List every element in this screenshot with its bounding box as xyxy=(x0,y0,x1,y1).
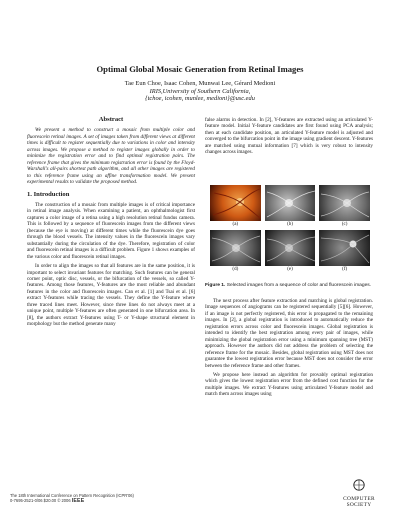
figure-labels-row-1 xyxy=(210,221,370,229)
figure-caption-label: Figure 1. xyxy=(205,283,226,288)
abstract-text: We present a method to construct a mosaic from multiple color and fluorescein retinal images. A set of images taken from different views at different times is difficult to register sequentially due to variations in color and intensity across images. We propose a method to register images globally in order to minimize the registration error and to find optimal registration pairs. The reference frame that gives the minimum registration error is found by the Floyd-Warshall's all-pairs shortest path algorithm, and all other images are registered to this reference frame using an affine transformation model. We present experimental results to validate the proposed method. xyxy=(27,127,195,186)
authors: Tae Eun Choe, Isaac Cohen, Munwai Lee, Gérard Medioni xyxy=(124,80,276,87)
figure-image-d xyxy=(210,230,261,266)
figure-image-c xyxy=(319,185,370,221)
figure-caption-text: Selected images from a sequence of color and fluorescein images. xyxy=(225,283,372,288)
figure-label-c: (c) xyxy=(341,222,348,227)
introduction-heading: 1. Introduction xyxy=(27,190,70,198)
figure-label-b: (b) xyxy=(287,222,293,227)
footer-copyright-line xyxy=(10,498,134,504)
right-column-top xyxy=(205,117,373,156)
figure-label-f: (f) xyxy=(342,267,348,272)
figure-image-e xyxy=(265,230,316,266)
intro-paragraph-1: The construction of a mosaic from multiple images is of critical importance in retinal image analysis. When examining a patient, an ophthalmologist first captures a color image of a retina using a high resolution retinal fundus camera. This is followed by a sequence of fluorescein images from the different views (because the eye is moving) at different times while the fluorescein dye goes through the blood vessels. The intensity values in the fluorescein images vary substantially during the circulation of the dye. Therefore, registration of color and fluorescein retinal images is a difficult problem. Figure 1 shows examples of the various color and fluorescein retinal images. xyxy=(27,201,195,260)
computer-society-logo xyxy=(336,478,382,508)
right-column-body xyxy=(205,298,373,398)
author-block xyxy=(0,80,400,103)
figure-image-a xyxy=(210,185,261,221)
footer-conference: The 18th International Conference on Pattern Recognition (ICPR'06) xyxy=(10,493,134,498)
computer-society-line-2: SOCIETY xyxy=(346,502,372,508)
ieee-logo-text: IEEE xyxy=(71,498,85,505)
paper-title: Optimal Global Mosaic Generation from Retinal Images xyxy=(96,64,304,74)
figure-image-f xyxy=(319,230,370,266)
figure-caption xyxy=(205,283,373,289)
computer-society-emblem-icon xyxy=(351,479,367,491)
left-column xyxy=(27,117,195,328)
figure-row-1 xyxy=(210,185,370,221)
abstract-heading: Abstract xyxy=(98,116,124,123)
footer-copyright: 0-7695-2521-0/06 $20.00 © 2006 xyxy=(10,498,71,504)
figure-label-d: (d) xyxy=(232,267,239,272)
intro-paragraph-2: In order to align the images so that all features are in the same position, it is important to select invariant features for matching. Such features can be general corner point, optic disc, vessels, or the bifurcation of the vessels, so called Y-features. Among those features, Y-features are the most reliable and abundant features in the color and fluorescein images. Can et al. [1] and Tsai et al. [6] extract Y-features while tracing the vessels. They define the Y-feature where three traced lines meet. However, since three lines do not always meet at a unique point, multiple Y-features are often generated in one bifurcation area. In [8], the authors extract Y-features using T- or Y-shape structural element in morphology but the method generate many xyxy=(27,263,195,328)
computer-society-line-1: COMPUTER xyxy=(343,496,375,502)
figure-label-e: (e) xyxy=(287,267,293,272)
figure-labels-row-2 xyxy=(210,266,370,274)
figure-1 xyxy=(210,185,370,275)
figure-label-a: (a) xyxy=(232,222,239,227)
figure-image-b xyxy=(265,185,316,221)
right-paragraph-1: false alarms in detection. In [2], Y-features are extracted using an articulated Y-feature model. Initial Y-feature candidates are first found using PCA analysis; then at each candidate position, an articulated Y-feature model is adjusted and converged to the bifurcation point in the image using gradient descent. Y-features are matched using mutual information [7] which is very robust to intensity changes across images. xyxy=(205,117,373,156)
affiliation: IRIS,University of Southern California, xyxy=(149,87,251,95)
footer xyxy=(10,493,134,504)
figure-row-2 xyxy=(210,230,370,266)
right-paragraph-3: The next process after feature extraction and matching is global registration. Image sequences of angiograms can be registered sequentially [5][6]. However, if an image is not perfectly registered, this error is propagated to the remaining images. In [2], a global registration is introduced to automatically reduce the registration errors across color and fluorescein images. Global registration is intended to identify the best registration among every pair of images, while minimizing the global registration error using a minimum spanning tree (MST) approach. However the authors did not address the problem of selecting the reference frame for the mosaic. Besides, global registration using MST does not guarantee the lowest registration error because MST does not consider the error between the reference frame and other frames. xyxy=(205,298,373,369)
emails: {tchoe, icohen, munlee, medioni}@usc.edu xyxy=(145,95,255,103)
right-paragraph-4: We propose here instead an algorithm for provably optimal registration which gives the lowest registration error from the defined cost function for the multiple images. We extract Y-features using articulated Y-feature model and match them across images using xyxy=(205,371,373,398)
